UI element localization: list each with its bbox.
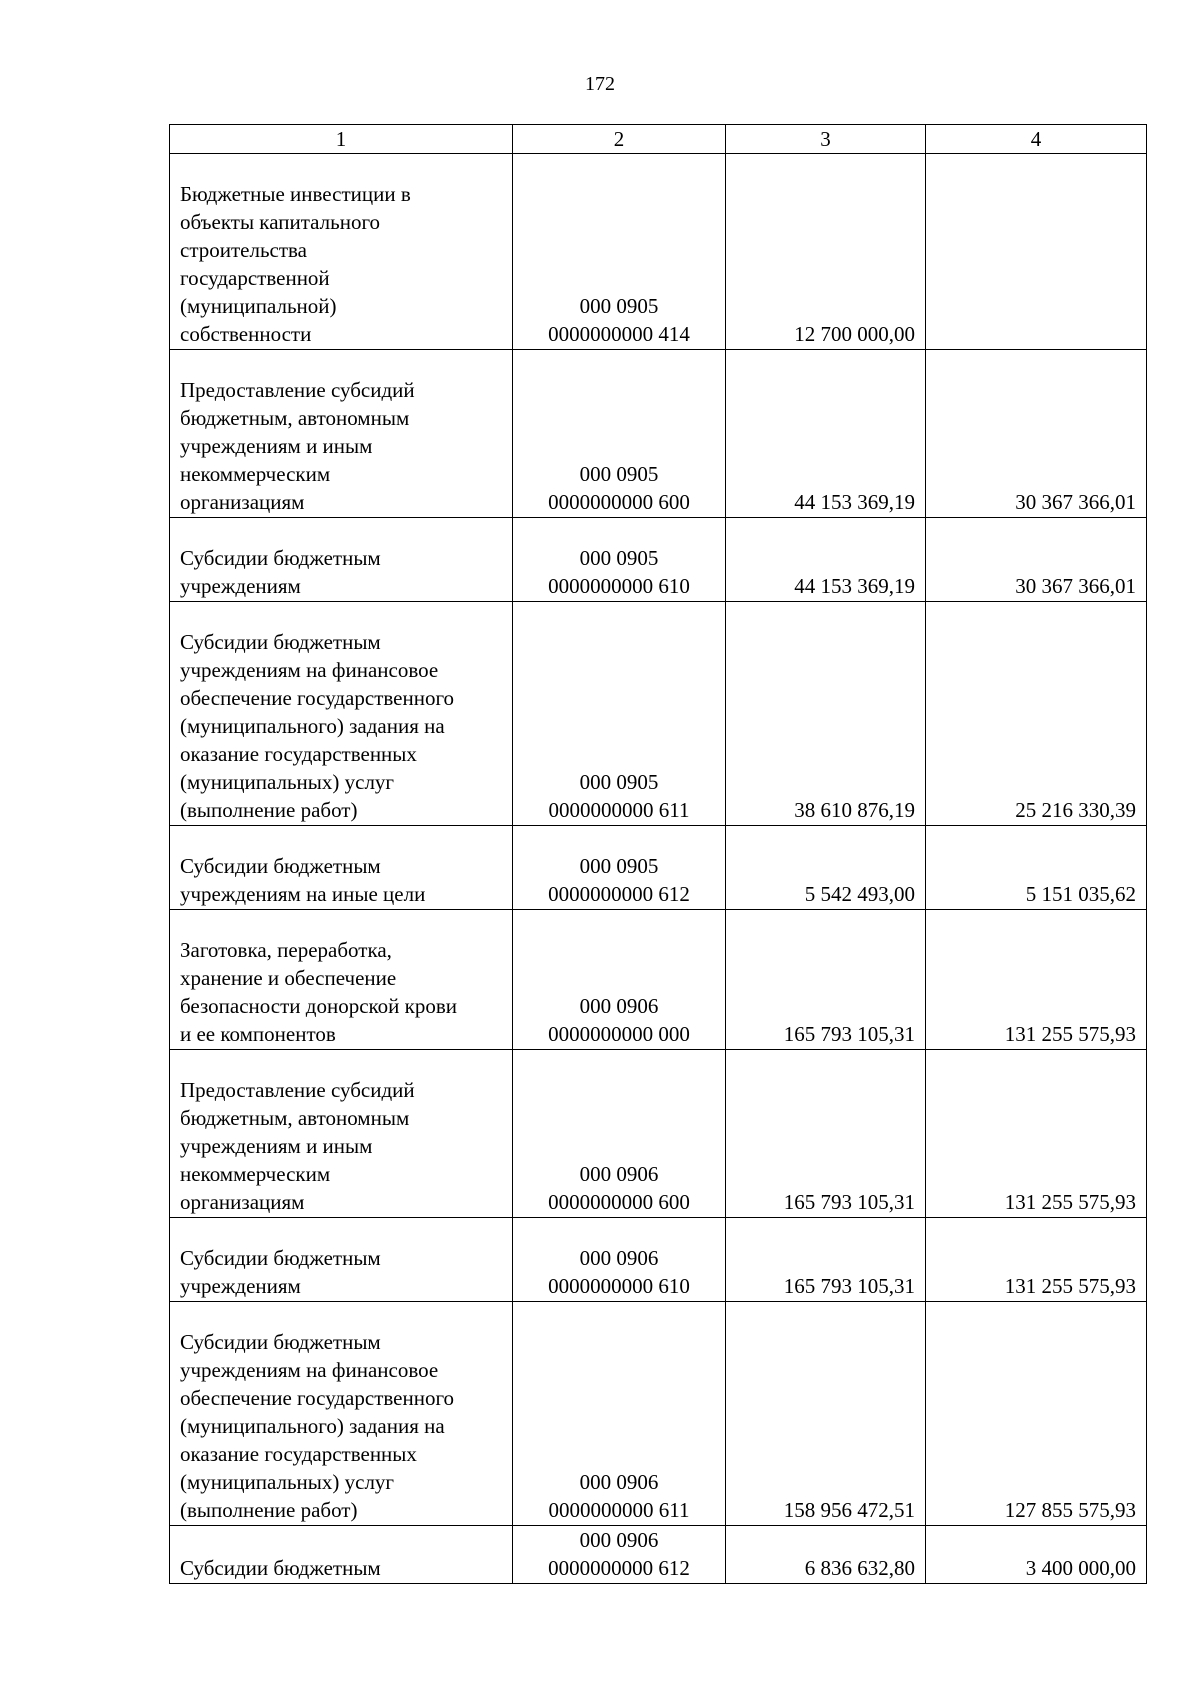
amount-col4: 30 367 366,01 [926, 350, 1147, 518]
amount-col3: 165 793 105,31 [726, 910, 926, 1050]
amount-col3: 165 793 105,31 [726, 1050, 926, 1218]
expense-name: Предоставление субсидий бюджетным, автономным учреждениям и иным некоммерческим организациям [170, 350, 513, 518]
expense-name: Субсидии бюджетным учреждениям [170, 1218, 513, 1302]
budget-code: 000 0906 0000000000 610 [513, 1218, 726, 1302]
table-row [170, 350, 1147, 518]
amount-col4: 25 216 330,39 [926, 602, 1147, 826]
amount-col3: 158 956 472,51 [726, 1302, 926, 1526]
table-row [170, 1302, 1147, 1526]
column-header: 4 [926, 125, 1147, 154]
budget-code: 000 0905 0000000000 600 [513, 350, 726, 518]
amount-col4 [926, 154, 1147, 350]
budget-code: 000 0905 0000000000 414 [513, 154, 726, 350]
amount-col3: 5 542 493,00 [726, 826, 926, 910]
amount-col4: 5 151 035,62 [926, 826, 1147, 910]
amount-col3: 165 793 105,31 [726, 1218, 926, 1302]
expense-name: Субсидии бюджетным учреждениям [170, 518, 513, 602]
amount-col3: 6 836 632,80 [726, 1526, 926, 1584]
budget-code: 000 0906 0000000000 611 [513, 1302, 726, 1526]
budget-table [169, 124, 1147, 1584]
table-row [170, 154, 1147, 350]
budget-code: 000 0905 0000000000 611 [513, 602, 726, 826]
expense-name: Субсидии бюджетным учреждениям на иные цели [170, 826, 513, 910]
budget-code: 000 0906 0000000000 612 [513, 1526, 726, 1584]
amount-col4: 131 255 575,93 [926, 910, 1147, 1050]
expense-name: Предоставление субсидий бюджетным, автономным учреждениям и иным некоммерческим организациям [170, 1050, 513, 1218]
budget-code: 000 0906 0000000000 000 [513, 910, 726, 1050]
table-row [170, 826, 1147, 910]
table-row [170, 518, 1147, 602]
page-number: 172 [585, 73, 615, 95]
expense-name: Субсидии бюджетным учреждениям на финансовое обеспечение государственного (муниципального) задания на оказание государственных (муниципальных) услуг (выполнение работ) [170, 1302, 513, 1526]
expense-name: Бюджетные инвестиции в объекты капитального строительства государственной (муниципальной) собственности [170, 154, 513, 350]
column-header: 3 [726, 125, 926, 154]
table-row [170, 1526, 1147, 1584]
amount-col3: 38 610 876,19 [726, 602, 926, 826]
table-row [170, 1218, 1147, 1302]
table-row [170, 1050, 1147, 1218]
amount-col4: 131 255 575,93 [926, 1050, 1147, 1218]
amount-col4: 30 367 366,01 [926, 518, 1147, 602]
column-header: 1 [170, 125, 513, 154]
budget-code: 000 0906 0000000000 600 [513, 1050, 726, 1218]
budget-code: 000 0905 0000000000 610 [513, 518, 726, 602]
column-header: 2 [513, 125, 726, 154]
amount-col4: 131 255 575,93 [926, 1218, 1147, 1302]
amount-col4: 127 855 575,93 [926, 1302, 1147, 1526]
amount-col3: 12 700 000,00 [726, 154, 926, 350]
table-row [170, 910, 1147, 1050]
amount-col3: 44 153 369,19 [726, 518, 926, 602]
table-row [170, 602, 1147, 826]
table-header-row [170, 125, 1147, 154]
expense-name: Субсидии бюджетным учреждениям на финансовое обеспечение государственного (муниципального) задания на оказание государственных (муниципальных) услуг (выполнение работ) [170, 602, 513, 826]
amount-col3: 44 153 369,19 [726, 350, 926, 518]
budget-code: 000 0905 0000000000 612 [513, 826, 726, 910]
expense-name: Субсидии бюджетным [170, 1526, 513, 1584]
expense-name: Заготовка, переработка, хранение и обеспечение безопасности донорской крови и ее компонентов [170, 910, 513, 1050]
amount-col4: 3 400 000,00 [926, 1526, 1147, 1584]
